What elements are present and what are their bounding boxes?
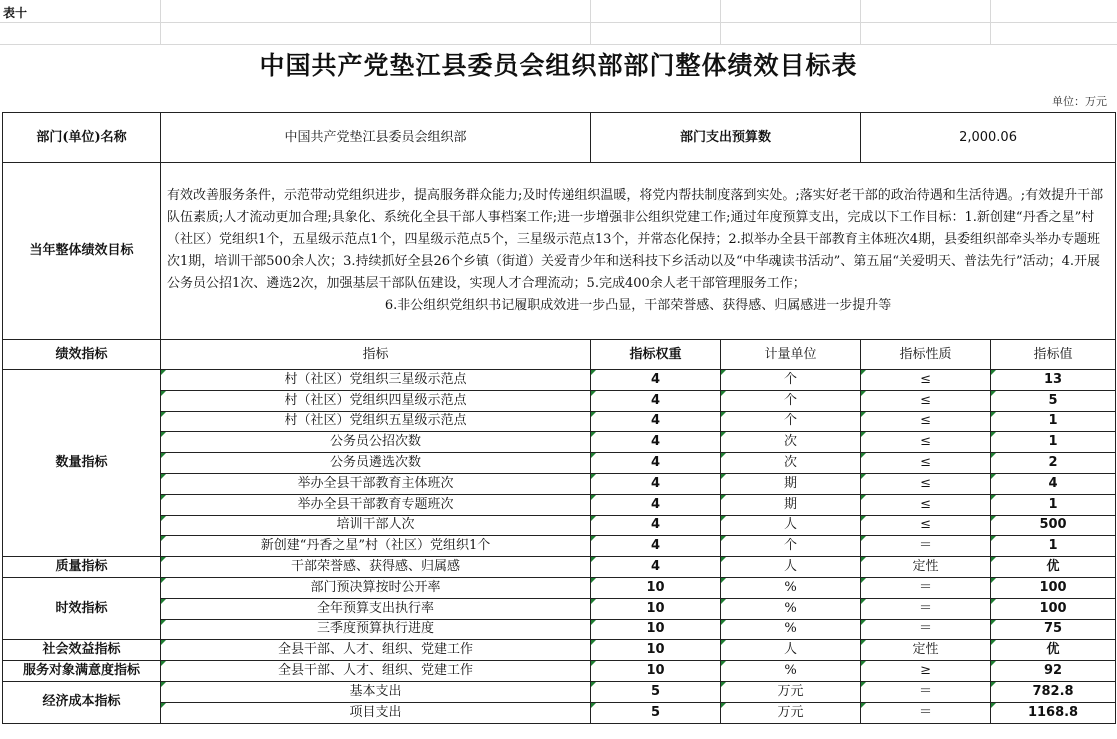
indicator-cell[interactable]: 公务员公招次数 xyxy=(161,432,591,453)
nature-cell[interactable]: ＝ xyxy=(861,577,991,598)
unit-cell[interactable]: % xyxy=(721,577,861,598)
category-cell[interactable]: 数量指标 xyxy=(3,370,161,557)
header-category[interactable]: 绩效指标 xyxy=(3,340,161,370)
table-row xyxy=(3,411,1116,432)
nature-cell[interactable]: ≤ xyxy=(861,494,991,515)
weight-cell[interactable]: 4 xyxy=(591,432,721,453)
table-row xyxy=(3,598,1116,619)
budget-value[interactable]: 2,000.06 xyxy=(861,113,1116,163)
unit-cell[interactable]: 期 xyxy=(721,494,861,515)
table-row xyxy=(3,370,1116,391)
weight-cell[interactable]: 10 xyxy=(591,619,721,640)
unit-cell[interactable]: 个 xyxy=(721,411,861,432)
value-cell[interactable]: 5 xyxy=(991,390,1116,411)
weight-cell[interactable]: 4 xyxy=(591,390,721,411)
goal-text-cell[interactable] xyxy=(161,163,1116,340)
weight-cell[interactable]: 10 xyxy=(591,640,721,661)
category-cell[interactable]: 社会效益指标 xyxy=(3,640,161,661)
value-cell[interactable]: 13 xyxy=(991,370,1116,391)
unit-cell[interactable]: 万元 xyxy=(721,702,861,723)
sheet-label: 表十 xyxy=(3,6,28,20)
grid-line xyxy=(860,0,861,44)
indicator-cell[interactable]: 项目支出 xyxy=(161,702,591,723)
value-cell[interactable]: 优 xyxy=(991,557,1116,578)
header-nature[interactable]: 指标性质 xyxy=(861,340,991,370)
unit-cell[interactable]: 个 xyxy=(721,390,861,411)
nature-cell[interactable]: ≤ xyxy=(861,390,991,411)
goal-row xyxy=(3,163,1116,340)
nature-cell[interactable]: ≤ xyxy=(861,453,991,474)
grid-line xyxy=(0,22,1117,23)
goal-label[interactable]: 当年整体绩效目标 xyxy=(3,163,161,340)
header-indicator[interactable]: 指标 xyxy=(161,340,591,370)
table-row xyxy=(3,557,1116,578)
indicator-cell[interactable]: 培训干部人次 xyxy=(161,515,591,536)
header-unit[interactable]: 计量单位 xyxy=(721,340,861,370)
header-value[interactable]: 指标值 xyxy=(991,340,1116,370)
unit-cell[interactable]: 个 xyxy=(721,536,861,557)
value-cell[interactable]: 2 xyxy=(991,453,1116,474)
category-cell[interactable]: 经济成本指标 xyxy=(3,681,161,723)
table-row xyxy=(3,515,1116,536)
weight-cell[interactable]: 5 xyxy=(591,702,721,723)
unit-cell[interactable]: 期 xyxy=(721,473,861,494)
indicator-cell[interactable]: 村（社区）党组织四星级示范点 xyxy=(161,390,591,411)
value-cell[interactable]: 1 xyxy=(991,432,1116,453)
nature-cell[interactable]: ≤ xyxy=(861,432,991,453)
table-row xyxy=(3,577,1116,598)
nature-cell[interactable]: ＝ xyxy=(861,681,991,702)
table-body xyxy=(3,113,1116,724)
nature-cell[interactable]: ＝ xyxy=(861,536,991,557)
grid-line xyxy=(720,0,721,44)
nature-cell[interactable]: ＝ xyxy=(861,598,991,619)
table-row xyxy=(3,494,1116,515)
category-cell[interactable]: 服务对象满意度指标 xyxy=(3,661,161,682)
table-row xyxy=(3,536,1116,557)
value-cell[interactable]: 92 xyxy=(991,661,1116,682)
weight-cell[interactable]: 5 xyxy=(591,681,721,702)
value-cell[interactable]: 1168.8 xyxy=(991,702,1116,723)
nature-cell[interactable]: ＝ xyxy=(861,702,991,723)
unit-cell[interactable]: % xyxy=(721,598,861,619)
indicator-cell[interactable]: 部门预决算按时公开率 xyxy=(161,577,591,598)
table-row xyxy=(3,453,1116,474)
performance-table xyxy=(2,112,1116,724)
table-row xyxy=(3,619,1116,640)
nature-cell[interactable]: ≤ xyxy=(861,370,991,391)
goal-last-line: 6.非公组织党组织书记履职成效进一步凸显，干部荣誉感、获得感、归属感进一步提升等 xyxy=(384,298,892,313)
value-cell[interactable]: 1 xyxy=(991,411,1116,432)
unit-label: 单位：万元 xyxy=(1052,95,1107,108)
grid-line xyxy=(160,0,161,44)
weight-cell[interactable]: 4 xyxy=(591,557,721,578)
weight-cell[interactable]: 4 xyxy=(591,515,721,536)
nature-cell[interactable]: ≤ xyxy=(861,473,991,494)
unit-cell[interactable]: 万元 xyxy=(721,681,861,702)
department-label[interactable]: 部门(单位)名称 xyxy=(3,113,161,163)
indicator-cell[interactable]: 村（社区）党组织三星级示范点 xyxy=(161,370,591,391)
weight-cell[interactable]: 4 xyxy=(591,473,721,494)
header-row xyxy=(3,340,1116,370)
value-cell[interactable]: 4 xyxy=(991,473,1116,494)
value-cell[interactable]: 100 xyxy=(991,577,1116,598)
indicator-cell[interactable]: 三季度预算执行进度 xyxy=(161,619,591,640)
indicator-cell[interactable]: 新创建“丹香之星”村（社区）党组织1个 xyxy=(161,536,591,557)
unit-cell[interactable]: % xyxy=(721,661,861,682)
unit-cell[interactable]: 次 xyxy=(721,432,861,453)
indicator-cell[interactable]: 村（社区）党组织五星级示范点 xyxy=(161,411,591,432)
unit-cell[interactable]: 个 xyxy=(721,370,861,391)
header-weight[interactable]: 指标权重 xyxy=(591,340,721,370)
unit-cell[interactable]: 人 xyxy=(721,515,861,536)
nature-cell[interactable]: 定性 xyxy=(861,640,991,661)
nature-cell[interactable]: 定性 xyxy=(861,557,991,578)
grid-line xyxy=(990,0,991,44)
indicator-cell[interactable]: 基本支出 xyxy=(161,681,591,702)
category-cell[interactable]: 质量指标 xyxy=(3,557,161,578)
department-row xyxy=(3,113,1116,163)
grid-line xyxy=(0,44,1117,45)
weight-cell[interactable]: 4 xyxy=(591,494,721,515)
department-value[interactable]: 中国共产党垫江县委员会组织部 xyxy=(161,113,591,163)
indicator-cell[interactable]: 全县干部、人才、组织、党建工作 xyxy=(161,661,591,682)
table-row xyxy=(3,390,1116,411)
table-row xyxy=(3,661,1116,682)
indicator-cell[interactable]: 举办全县干部教育主体班次 xyxy=(161,473,591,494)
nature-cell[interactable]: ≥ xyxy=(861,661,991,682)
goal-text: 有效改善服务条件，示范带动党组织进步，提高服务群众能力;及时传递组织温暖，将党内帮扶制度落到实处。;落实好老干部的政治待遇和生活待遇。;有效提升干部队伍素质;人才流动更加合理;具象化、系统化全县干部人事档案工作;进一步增强非公组织党建工作;通过年度预算支出，完成以下工作目标：1.新创建“丹香之星”村（社区）党组织1个，五星级示范点1个，四星级示范点5个，三星级示范点13个，并常态化保持；2.拟举办全县干部教育主体班次4期，县委组织部牵头举办专题班次1期，培训干部500余人次；3.持续抓好全县26个乡镇（街道）关爱青少年和送科技下乡活动以及“中华魂读书活动”、第五届“关爱明天、普法先行”活动；4.开展公务员公招1次、遴选2次，加强基层干部队伍建设，实现人才合理流动；5.完成400余人老干部管理服务工作； xyxy=(167,188,1104,291)
unit-cell[interactable]: % xyxy=(721,619,861,640)
indicator-cell[interactable]: 全年预算支出执行率 xyxy=(161,598,591,619)
indicator-cell[interactable]: 公务员遴选次数 xyxy=(161,453,591,474)
nature-cell[interactable]: ≤ xyxy=(861,411,991,432)
table-row xyxy=(3,473,1116,494)
value-cell[interactable]: 100 xyxy=(991,598,1116,619)
nature-cell[interactable]: ≤ xyxy=(861,515,991,536)
grid-line xyxy=(590,0,591,44)
table-row xyxy=(3,681,1116,702)
weight-cell[interactable]: 4 xyxy=(591,411,721,432)
unit-cell[interactable]: 人 xyxy=(721,557,861,578)
value-cell[interactable]: 1 xyxy=(991,494,1116,515)
weight-cell[interactable]: 10 xyxy=(591,598,721,619)
table-row xyxy=(3,432,1116,453)
weight-cell[interactable]: 4 xyxy=(591,536,721,557)
value-cell[interactable]: 782.8 xyxy=(991,681,1116,702)
category-cell[interactable]: 时效指标 xyxy=(3,577,161,639)
value-cell[interactable]: 1 xyxy=(991,536,1116,557)
indicator-cell[interactable]: 举办全县干部教育专题班次 xyxy=(161,494,591,515)
value-cell[interactable]: 500 xyxy=(991,515,1116,536)
budget-label[interactable]: 部门支出预算数 xyxy=(591,113,861,163)
weight-cell[interactable]: 4 xyxy=(591,453,721,474)
indicator-cell[interactable]: 全县干部、人才、组织、党建工作 xyxy=(161,640,591,661)
nature-cell[interactable]: ＝ xyxy=(861,619,991,640)
weight-cell[interactable]: 4 xyxy=(591,370,721,391)
unit-cell[interactable]: 次 xyxy=(721,453,861,474)
table-row xyxy=(3,702,1116,723)
value-cell[interactable]: 优 xyxy=(991,640,1116,661)
indicator-cell[interactable]: 干部荣誉感、获得感、归属感 xyxy=(161,557,591,578)
page-title: 中国共产党垫江县委员会组织部部门整体绩效目标表 xyxy=(259,51,858,80)
weight-cell[interactable]: 10 xyxy=(591,577,721,598)
unit-cell[interactable]: 人 xyxy=(721,640,861,661)
weight-cell[interactable]: 10 xyxy=(591,661,721,682)
table-row xyxy=(3,640,1116,661)
value-cell[interactable]: 75 xyxy=(991,619,1116,640)
